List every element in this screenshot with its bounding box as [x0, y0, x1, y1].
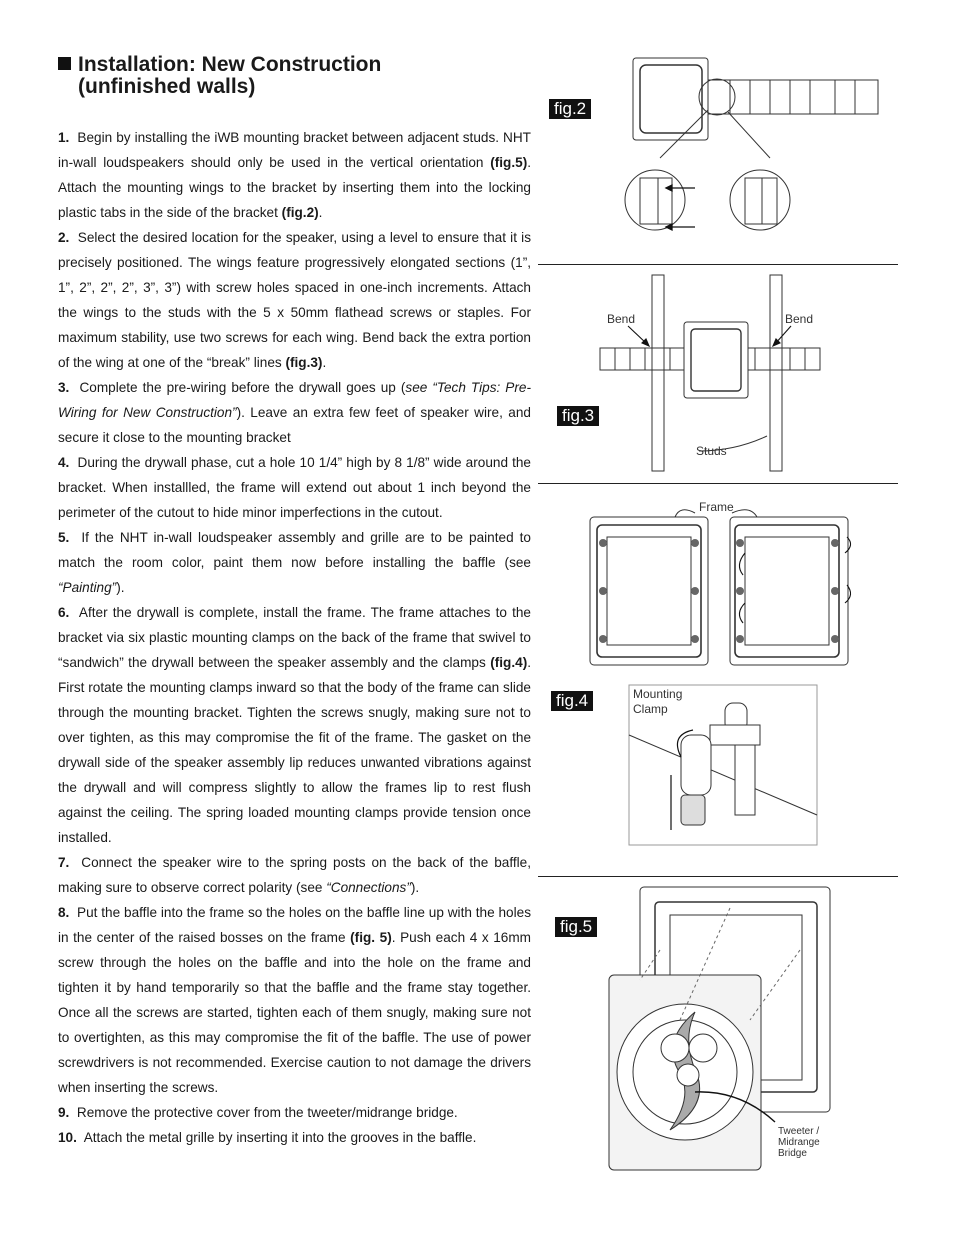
step-7	[58, 850, 531, 900]
step-text: “Connections”	[326, 880, 411, 895]
step-text: (fig.5)	[490, 155, 528, 170]
step-text: Begin by installing the iWB mounting bracket between adjacent studs. NHT in-wall loudspeakers should only be used in the vertical orientation	[58, 130, 531, 170]
step-text: During the drywall phase, cut a hole 10 1/4” high by 8 1/8” wide around the bracket. When installled, the frame will extend out about 1 inch beyond the perimeter of the cutout to hide minor imperfections in the cutout.	[58, 455, 531, 520]
fig3-bend-right-caption: Bend	[785, 312, 814, 326]
fig4-clamp-caption-2: Clamp	[633, 702, 668, 716]
step-number: 2.	[58, 230, 70, 245]
divider	[538, 264, 898, 265]
step-text: Remove the protective cover from the tweeter/midrange bridge.	[76, 1105, 458, 1120]
step-8	[58, 900, 531, 1100]
fig5-label: fig.5	[555, 917, 597, 937]
fig3-studs-diagram	[595, 270, 825, 475]
step-text: . Attach the mounting wings to the bracket by inserting them into the locking plastic tabs in the side of the bracket	[58, 155, 531, 220]
instruction-steps	[58, 125, 531, 1150]
fig2-bracket-diagram	[600, 50, 900, 260]
heading-line-1: Installation: New Construction	[78, 53, 382, 76]
step-number: 4.	[58, 455, 70, 470]
step-text: . First rotate the mounting clamps inward so that the body of the frame can slide through the mounting bracket. Tighten the screws snugly, making sure not to over tighten, as this may compromise the fit of the frame. The gasket on the drywall side of the speaker assembly lip reduces unwanted vibrations against the drywall and will compress slightly to allow the frames lip to rest flush against the ceiling. The spring loaded mounting clamps provide tension once installed.	[58, 655, 531, 845]
section-heading	[58, 54, 381, 98]
step-text: see “Tech Tips: Pre-Wiring for New Construction”	[58, 380, 531, 420]
step-text: Connect the speaker wire to the spring posts on the back of the baffle, making sure to observe correct polarity (see	[58, 855, 531, 895]
fig3-bend-left-caption: Bend	[607, 312, 636, 326]
step-number: 8.	[58, 905, 70, 920]
fig4-clamp-caption-1: Mounting	[633, 687, 683, 701]
step-text: Put the baffle into the frame so the holes on the baffle line up with the holes in the center of the raised bosses on the frame	[58, 905, 531, 945]
step-9	[58, 1100, 531, 1125]
fig5-bridge-caption-3: Bridge	[778, 1148, 807, 1159]
step-text: . Push each 4 x 16mm screw through the holes on the baffle and into the hole on the frame and tighten it by hand temporarily so that the baffle and the frame stay together. Once all the screws are started, tighten each of them snugly, making sure not to overtighten, as this may compromise the fit of the baffle. The use of power screwdrivers is not recommended. Exercise caution to not damage the drivers when inserting the screws.	[58, 930, 531, 1095]
step-5	[58, 525, 531, 600]
step-text: ). Leave an extra few feet of speaker wire, and secure it close to the mounting bracket	[58, 405, 531, 445]
step-10	[58, 1125, 531, 1150]
step-text: Attach the metal grille by inserting it into the grooves in the baffle.	[83, 1130, 477, 1145]
step-6	[58, 600, 531, 850]
step-number: 9.	[58, 1105, 70, 1120]
step-text: Select the desired location for the speaker, using a level to ensure that it is precisely positioned. The wings feature progressively elongated sections (1”, 1”, 2”, 2”, 2”, 3”, 3”) with screw holes spaced in one-inch increments. Attach the wings to the studs with the 5 x 50mm flathead screws or staples. For maximum stability, use two screws for each wing. Bend back the extra portion of the wing at one of the “break” lines	[58, 230, 531, 370]
step-text: If the NHT in-wall loudspeaker assembly and grille are to be painted to match the room color, paint them now before installing the baffle (see	[58, 530, 531, 570]
step-4	[58, 450, 531, 525]
step-text: .	[322, 355, 327, 370]
fig5-baffle-diagram	[600, 880, 845, 1175]
step-number: 1.	[58, 130, 70, 145]
step-number: 7.	[58, 855, 70, 870]
fig4-label: fig.4	[551, 691, 593, 711]
step-text: ).	[410, 880, 420, 895]
fig5-bridge-caption-2: Midrange	[778, 1137, 820, 1148]
fig5-bridge-caption-1: Tweeter /	[778, 1126, 820, 1137]
step-text: Complete the pre-wiring before the drywall goes up (	[79, 380, 406, 395]
step-text: (fig.3)	[285, 355, 323, 370]
step-text: After the drywall is complete, install the frame. The frame attaches to the bracket via six plastic mounting clamps on the back of the frame that swivel to “sandwich” the drywall between the speaker assembly and the clamps	[58, 605, 531, 670]
step-number: 10.	[58, 1130, 77, 1145]
step-3	[58, 375, 531, 450]
fig4-frame-caption: Frame	[699, 500, 734, 514]
square-bullet-icon	[58, 57, 71, 70]
step-number: 3.	[58, 380, 70, 395]
step-text: (fig.2)	[281, 205, 319, 220]
step-2	[58, 225, 531, 375]
step-1	[58, 125, 531, 225]
divider	[538, 876, 898, 877]
heading-line-2: (unfinished walls)	[78, 75, 256, 98]
fig2-label: fig.2	[549, 99, 591, 119]
step-text: “Painting”	[58, 580, 117, 595]
step-text: ).	[116, 580, 125, 595]
fig3-studs-caption: Studs	[696, 444, 727, 458]
step-text: (fig.4)	[490, 655, 528, 670]
fig4-frame-clamp-diagram	[585, 495, 860, 850]
fig3-label: fig.3	[557, 406, 599, 426]
step-text: .	[318, 205, 323, 220]
step-number: 6.	[58, 605, 70, 620]
divider	[538, 483, 898, 484]
step-number: 5.	[58, 530, 70, 545]
step-text: (fig. 5)	[350, 930, 392, 945]
